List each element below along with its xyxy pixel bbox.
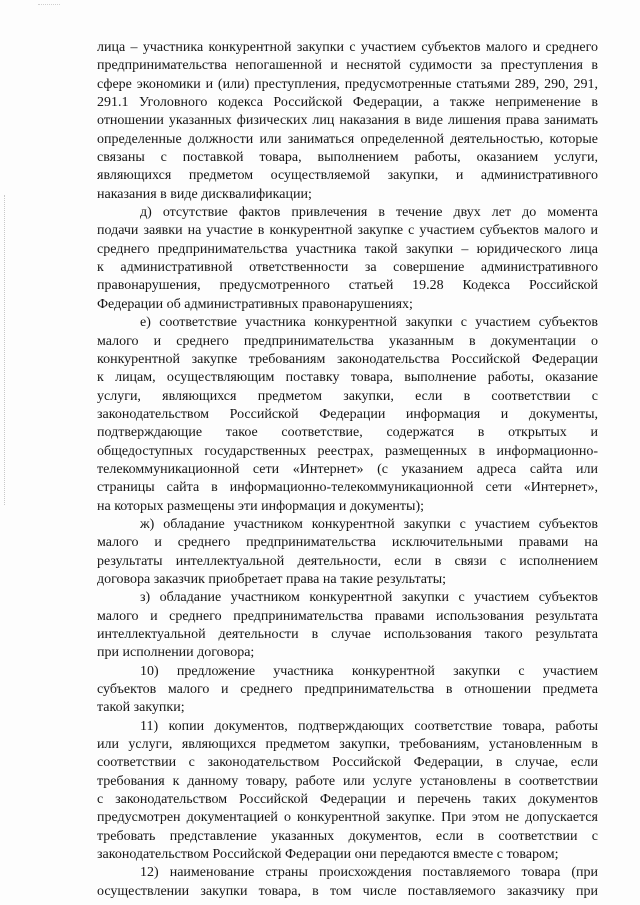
- text-line: лица – участника конкурентной закупки с участием субъектов малого и среднего: [97, 40, 598, 55]
- text-line: д) отсутствие фактов привлечения в течение двух лет до момента: [140, 205, 598, 221]
- text-line: результаты интеллектуальной деятельности, если в связи с исполнением: [97, 553, 598, 569]
- text-line: 10) предложение участника конкурентной закупки с участием: [140, 663, 598, 679]
- text-line: предусмотрен документацией о конкурентной закупке. При этом не допускается: [97, 810, 598, 826]
- paragraph-continuation: [97, 39, 598, 204]
- text-line: с законодательством Российской Федерации и перечень таких документов: [97, 792, 598, 808]
- text-line: субъектов малого и среднего предпринимательства в отношении предмета: [97, 682, 598, 698]
- text-line: наказания в виде дисквалификации;: [97, 186, 312, 202]
- text-line: осуществлении закупки товара, в том числе поставляемого заказчику при: [97, 883, 598, 899]
- text-line: 11) копии документов, подтверждающих соответствие товара, работы: [140, 718, 598, 734]
- text-line: законодательством Российской Федерации они передаются вместе с товаром;: [97, 847, 559, 863]
- text-line: к административной ответственности за совершение административного: [97, 260, 598, 276]
- paragraph-zh: [97, 516, 598, 589]
- text-line: требования к данному товару, работе или услуге установлены в соответствии: [97, 773, 598, 789]
- text-line: ж) обладание участником конкурентной закупки с участием субъектов: [140, 516, 598, 532]
- text-line: услуги, являющихся предметом закупки, если в соответствии с: [97, 388, 598, 404]
- paragraph-e: [97, 314, 598, 516]
- paragraph-z: [97, 589, 598, 662]
- text-line: з) обладание участником конкурентной закупки с участием субъектов: [140, 590, 598, 606]
- binding-marks: [4, 195, 5, 505]
- text-line: определенные должности или заниматься определенной деятельностью, которые: [97, 131, 598, 147]
- text-line: отношении указанных физических лиц наказания в виде лишения права занимать: [97, 113, 598, 129]
- text-line: е) соответствие участника конкурентной закупки с участием субъектов: [140, 315, 598, 331]
- text-line: подтверждающие такое соответствие, содержатся в открытых и: [97, 425, 598, 441]
- text-line: сфере экономики и (или) преступления, предусмотренные статьями 289, 290, 291,: [97, 76, 598, 92]
- text-line: конкурентной закупке требованиям законодательства Российской Федерации: [97, 351, 598, 367]
- text-line: малого и среднего предпринимательства правами использования результата: [97, 608, 598, 624]
- text-line: связаны с поставкой товара, выполнением работы, оказанием услуги,: [97, 150, 598, 166]
- paragraph-12: [97, 864, 598, 901]
- text-line: на которых размещены эти информация и документы);: [97, 498, 425, 514]
- text-line: интеллектуальной деятельности в случае использования такого результата: [97, 627, 598, 642]
- text-line: такой закупки;: [97, 700, 185, 716]
- text-line: общедоступных государственных реестрах, размещенных в информационно-: [97, 443, 598, 459]
- paragraph-d: [97, 204, 598, 314]
- text-line: телекоммуникационной сети «Интернет» (с указанием адреса сайта или: [97, 461, 598, 477]
- text-line: предпринимательства непогашенной и неснятой судимости за преступления в: [97, 58, 598, 74]
- text-line: подачи заявки на участие в конкурентной закупке с участием субъектов малого и: [97, 223, 598, 239]
- text-line: требовать представление указанных документов, если в соответствии с: [97, 828, 598, 844]
- document-body: [97, 39, 598, 901]
- text-line: малого и среднего предпринимательства указанным в документации о: [97, 333, 598, 349]
- text-line: 291.1 Уголовного кодекса Российской Федерации, а также неприменение в: [97, 95, 598, 111]
- text-line: соответствии с законодательством Российской Федерации, в случае, если: [97, 755, 598, 771]
- text-line: правонарушения, предусмотренного статьей 19.28 Кодекса Российской: [97, 278, 598, 294]
- text-line: Федерации об административных правонарушениях;: [97, 296, 413, 312]
- text-line: законодательством Российской Федерации информация и документы,: [97, 406, 598, 422]
- text-line: являющихся предметом осуществляемой закупки, и административного: [97, 168, 598, 184]
- text-line: 12) наименование страны происхождения поставляемого товара (при: [140, 865, 598, 881]
- text-line: к лицам, осуществляющим поставку товара, выполнение работы, оказание: [97, 370, 598, 386]
- paragraph-10: [97, 663, 598, 718]
- text-line: среднего предпринимательства участника такой закупки – юридического лица: [97, 241, 598, 257]
- text-line: малого и среднего предпринимательства исключительными правами на: [97, 535, 598, 551]
- text-line: при исполнении договора;: [97, 645, 255, 661]
- text-line: или услуги, являющихся предметом закупки, требованиям, установленным в: [97, 737, 598, 753]
- scan-artifact: [38, 4, 60, 8]
- text-line: договора заказчик приобретает права на такие результаты;: [97, 571, 446, 587]
- text-line: страницы сайта в информационно-телекоммуникационной сети «Интернет»,: [97, 480, 598, 496]
- paragraph-11: [97, 718, 598, 865]
